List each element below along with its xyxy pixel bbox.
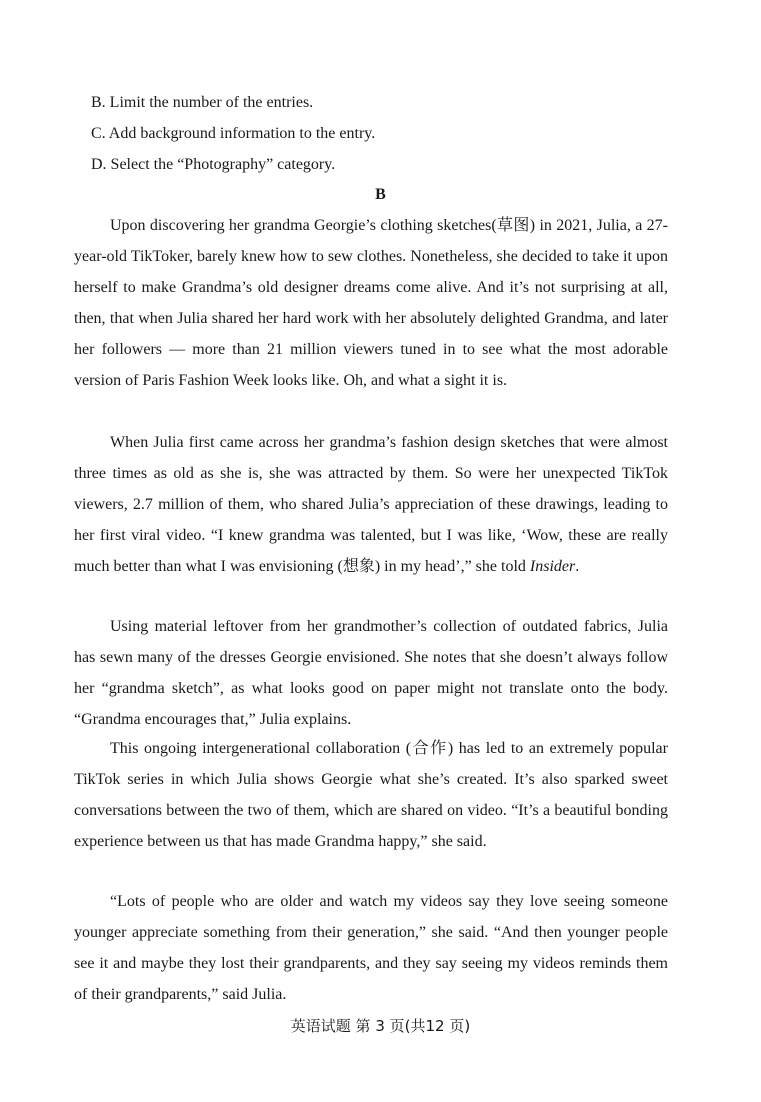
option-d: D. Select the “Photography” category. (91, 156, 336, 173)
section-heading: B (375, 186, 386, 203)
paragraph-3: Using material leftover from her grandmother’s collection of outdated fabrics, Julia has sewn many of the dresses Georgie envisioned. She notes that she doesn’t always follow her “grandma sketch”, as what looks good on paper might not translate onto the body. “Grandma encourages that,” Julia explains. (74, 618, 668, 728)
option-c: C. Add background information to the entry. (91, 125, 376, 142)
paragraph-5: “Lots of people who are older and watch my videos say they love seeing someone younger appreciate something from their generation,” she said. “And then younger people see it and maybe they lost their grandparents, and they say seeing my videos reminds them of their grandparents,” said Julia. (74, 893, 668, 1003)
paragraph-2-end: . (575, 558, 580, 575)
paragraph-2-text: When Julia first came across her grandma’s fashion design sketches that were almost three times as old as she is, she was attracted by them. So were her unexpected TikTok viewers, 2.7 million of them, who shared Julia’s appreciation of these drawings, leading to her first viral video. “I knew grandma was talented, but I was like, ‘Wow, these are really much better than what I was envisioning (想象) in my head’,” she told (74, 434, 668, 575)
paragraph-2 (74, 427, 668, 582)
paragraph-1: Upon discovering her grandma Georgie’s clothing sketches(草图) in 2021, Julia, a 27-year-old TikToker, barely knew how to sew clothes. Nonetheless, she decided to take it upon herself to make Grandma’s old designer dreams come alive. And it’s not surprising at all, then, that when Julia shared her hard work with her absolutely delighted Grandma, and later her followers — more than 21 million viewers tuned in to see what the most adorable version of Paris Fashion Week looks like. Oh, and what a sight it is. (74, 217, 668, 389)
source-name: Insider (529, 558, 576, 575)
page-footer: 英语试题 第 3 页(共12 页) (290, 1017, 471, 1035)
paragraph-4: This ongoing intergenerational collaboration (合作) has led to an extremely popular TikTok series in which Julia shows Georgie what she’s created. It’s also sparked sweet conversations between the two of them, which are shared on video. “It’s a beautiful bonding experience between us that has made Grandma happy,” she said. (74, 740, 668, 850)
option-b: B. Limit the number of the entries. (91, 94, 314, 111)
